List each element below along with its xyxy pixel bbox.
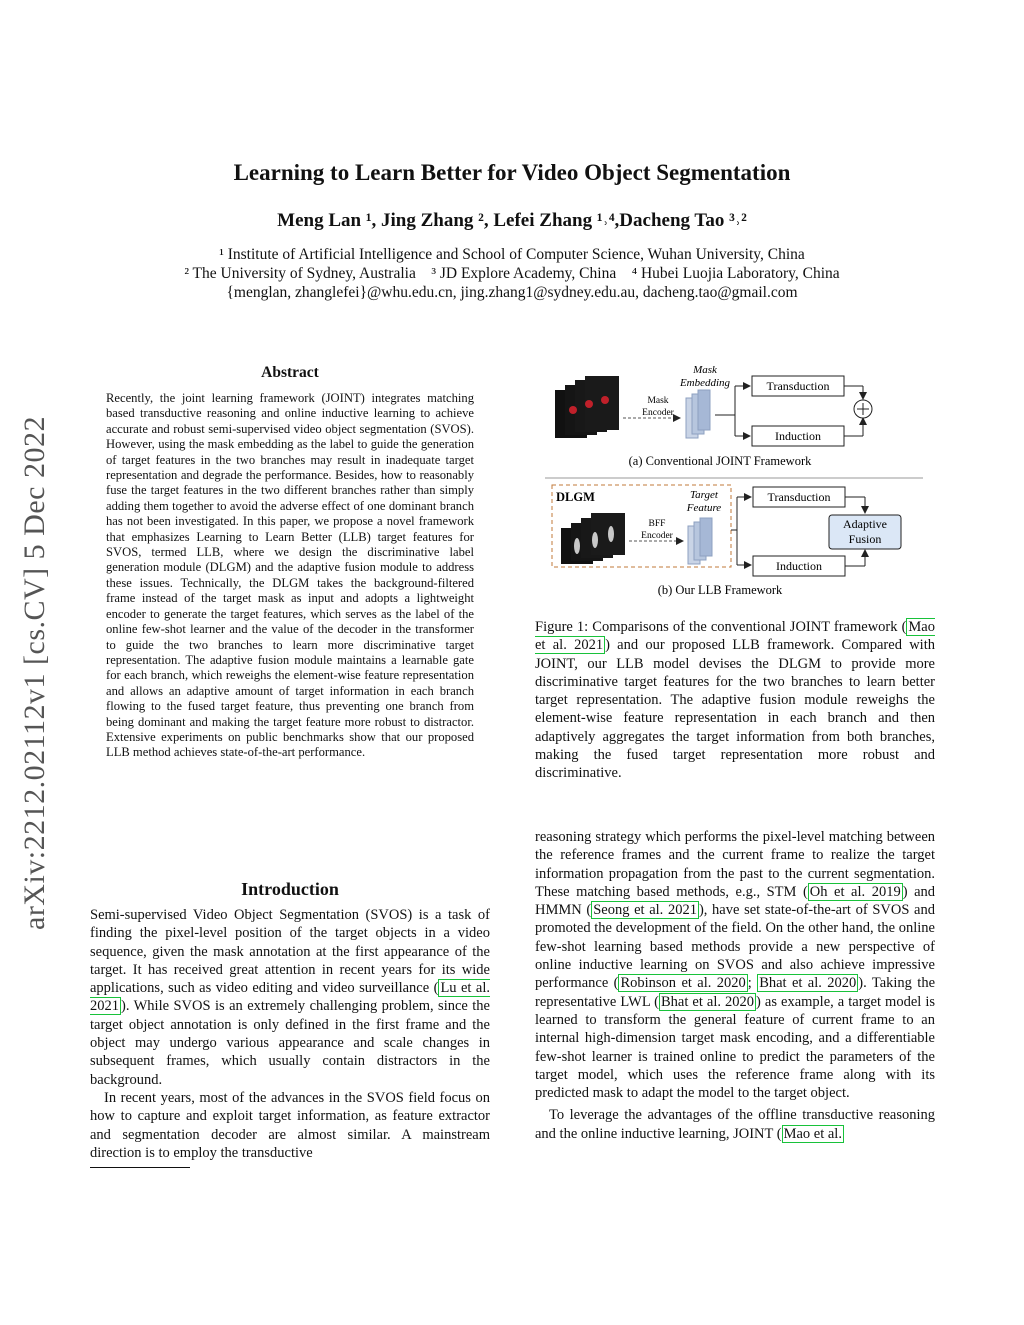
footnote-rule xyxy=(90,1167,190,1168)
dlgm-label: DLGM xyxy=(556,490,595,504)
panel-a-transduction: Transduction xyxy=(766,379,830,393)
figure-1-caption: Figure 1: Comparisons of the conventional JOINT framework ( Mao et al. 2021 ) and our proposed LLB framework. Compared with JOINT, our LLB model devises the DLGM to provide more discriminative target features for the two branches to learn better target representation. The adaptive fusion module reweighs the element-wise feature representation in each branch and then adaptively aggregates the target information from both branches, making the fused target representation more robust and discriminative. xyxy=(535,619,935,782)
intro-paragraph-2: In recent years, most of the advances in the SVOS field focus on how to capture and exploit target information, as feature extractor and segmentation decoder are almost similar. A mainstream direction is to employ the transductive xyxy=(90,1089,490,1161)
panel-a-feature-stack xyxy=(686,390,710,438)
citation-link[interactable]: Bhat et al. 2020 xyxy=(661,993,755,1010)
arxiv-stamp: arXiv:2212.02112v1 [cs.CV] 5 Dec 2022 xyxy=(18,416,51,930)
panel-a-frames xyxy=(555,376,619,438)
panel-b-encoder-label: BFF Encoder xyxy=(641,519,673,541)
introduction-body xyxy=(90,906,490,1162)
citation-link[interactable]: Oh et al. 2019 xyxy=(809,883,901,900)
citation-link[interactable]: Mao et al. xyxy=(783,1125,842,1142)
paper-title: Learning to Learn Better for Video Object Segmentation xyxy=(233,160,791,185)
abstract-heading: Abstract xyxy=(261,364,319,381)
figure-1-diagram xyxy=(545,360,940,605)
abstract-text: Recently, the joint learning framework (JOINT) integrates matching based transductive reasoning and online inductive learning to achieve accurate and robust semi-supervised video object segmentation (SVOS). However, using the mask embedding as the label to guide the generation of target features in the two branches may result in inadequate target representation and degrade the performance. Besides, how to reasonably fuse the target features in the two different branches rather than simply adding them together to avoid the adverse effect of one dominant branch has not been investigated. In this paper, we propose a novel framework that emphasizes Learning to Learn Better (LLB) target features for SVOS, termed LLB, where we design the discriminative label generation module (DLGM) and the adaptive fusion module to address these issues. Technically, the DLGM takes the background-filtered frame instead of the target mask as input and adopts a lightweight encoder to generate the target features, which serves as the label of the online few-shot learner and the value of the decoder in the transformer to guide the two branches to learn more discriminative target representation. The adaptive fusion module maintains a learnable gate for each branch, which reweighs the element-wise feature representation and allows an adaptive amount of target information in each branch flowing to the fused target feature, thus preventing one branch from being dominant and making the target feature more robust to distractor. Extensive experiments on public benchmarks show that our proposed LLB method achieves state-of-the-art performance. xyxy=(106,391,474,760)
panel-b-induction: Induction xyxy=(776,559,822,573)
panel-b-caption: (b) Our LLB Framework xyxy=(657,583,783,597)
right-paragraph-2: To leverage the advantages of the offline transductive reasoning and the online inductive learning, JOINT ( Mao et al. xyxy=(535,1107,935,1142)
panel-a-encoder-label: Mask Encoder xyxy=(642,396,674,418)
citation-link[interactable]: Robinson et al. 2020 xyxy=(620,975,746,992)
panel-b-transduction: Transduction xyxy=(767,490,831,504)
paper-authors: Meng Lan ¹, Jing Zhang ², Lefei Zhang ¹˒⁴,Dacheng Tao ³˒² xyxy=(277,210,747,231)
target-feature-label: Target Feature xyxy=(686,489,722,514)
citation-link[interactable]: Bhat et al. 2020 xyxy=(759,975,857,992)
affiliation-1: ¹ Institute of Artificial Intelligence and School of Computer Science, Wuhan University, China xyxy=(219,246,805,263)
panel-b-feature-stack xyxy=(688,518,712,564)
author-emails: {menglan, zhanglefei}@whu.edu.cn, jing.zhang1@sydney.edu.au, dacheng.tao@gmail.com xyxy=(226,284,798,301)
intro-paragraph-1: Semi-supervised Video Object Segmentation (SVOS) is a task of finding the pixel-level position of the target objects in a video sequence, given the mask annotation at the first appearance of the target. It has received great attention in recent years for its wide applications, such as video editing and video surveillance ( Lu et al. 2021 ). While SVOS is an extremely challenging problem, since the target object annotation is only defined in the first frame and the object may undergo various appearance and scale changes in subsequent frames, which usually contain distractors in the background. xyxy=(90,907,490,1088)
citation-link[interactable]: Seong et al. 2021 xyxy=(593,902,697,919)
citation-link[interactable]: Mao et al. 2021 xyxy=(535,619,935,654)
right-paragraph-1: reasoning strategy which performs the pixel-level matching between the reference frames and the current frame to realize the target information propagation from the past to the current segmentation. These matching based methods, e.g., STM ( Oh et al. 2019 ) and HMMN ( Seong et al. 2021 ), have set state-of-the-art of SVOS and promoted the development of the field. On the other hand, the online few-shot learning based methods provide a new perspective of online inductive learning on SVOS and also achieve impressive performance ( Robinson et al. 2020 ; Bhat et al. 2020 ). Taking the representative LWL ( Bhat et al. 2020 ) as example, a target model is learned to transform the general feature of current frame to an internal high-dimension target mask encoding, and a differentiable few-shot learner is trained online to predict the parameters of the target model, which uses the reference frame along with its predicted mask to adapt the model to the target object. xyxy=(535,829,936,1102)
right-column-body xyxy=(535,828,935,1143)
introduction-heading: Introduction xyxy=(241,879,339,899)
adaptive-fusion-label: Adaptive Fusion xyxy=(843,517,887,546)
panel-b-frames xyxy=(561,513,625,564)
panel-a-caption: (a) Conventional JOINT Framework xyxy=(628,454,812,468)
panel-a-induction: Induction xyxy=(775,429,821,443)
citation-link[interactable]: Lu et al. 2021 xyxy=(90,980,490,1015)
mask-embedding-label: Mask Embedding xyxy=(679,364,731,389)
affiliation-2: ² The University of Sydney, Australia ³ JD Explore Academy, China ⁴ Hubei Luojia Laboratory, China xyxy=(184,265,840,282)
